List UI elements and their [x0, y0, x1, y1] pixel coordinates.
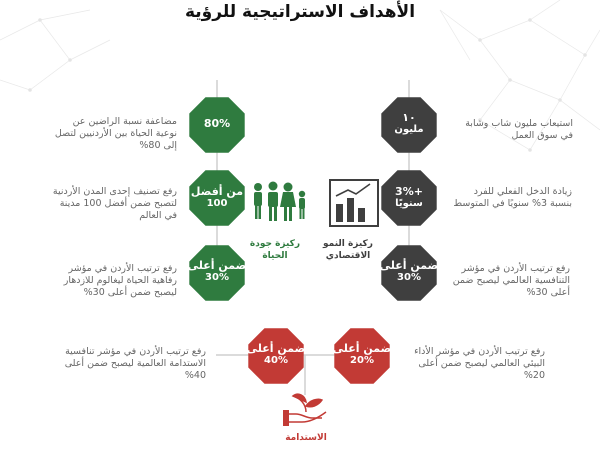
growth-badge-2-label: +3% سنويًا	[395, 185, 423, 209]
hand-plant-icon	[283, 394, 326, 426]
sustain-badge-1-label: ضمن أعلى 20%	[332, 342, 392, 366]
growth-pillar-label: ركيزة النمو الاقتصادي	[323, 239, 373, 261]
quality-goal-1-text: مضاعفة نسبة الراضين عن نوعية الحياة بين الأردنيين لتصل إلى 80%	[54, 116, 177, 151]
growth-badge-1-label: ١٠ مليون	[394, 111, 424, 135]
sustain-pillar-label: الاستدامة	[285, 433, 327, 443]
quality-badge-3-label: ضمن أعلى 30%	[187, 259, 247, 283]
quality-goal-2-text: رفع تصنيف إحدى المدن الأردنية لتصبح ضمن أفضل 100 مدينة في العالم	[52, 186, 177, 221]
quality-pillar-label: ركيزة جودة الحياة	[249, 239, 301, 261]
growth-goal-3-text: رفع ترتيب الأردن في مؤشر التنافسية العالمي ليصبح ضمن أعلى 30%	[452, 263, 570, 298]
quality-badge-2-label: من أفضل 100	[190, 185, 244, 209]
family-icon	[254, 182, 305, 222]
bar-chart-icon	[330, 180, 378, 226]
sustain-goal-1-text: رفع ترتيب الأردن في مؤشر الأداء البيئي العالمي ليصبح ضمن أعلى 20%	[414, 346, 545, 381]
page-title: الأهداف الاستراتيجية للرؤية	[184, 2, 416, 22]
growth-goal-1-text: استيعاب مليون شاب وشابة في سوق العمل	[465, 118, 573, 141]
sustain-badge-2-label: ضمن أعلى 40%	[246, 342, 306, 366]
growth-goal-2-text: زيادة الدخل الفعلي للفرد بنسبة 3% سنويًا في المتوسط	[453, 186, 572, 209]
sustain-goal-2-text: رفع ترتيب الأردن في مؤشر تنافسية الاستدامة العالمية ليصبح ضمن أعلى 40%	[64, 346, 206, 381]
quality-badge-1-label: 80%	[203, 117, 231, 130]
quality-goal-3-text: رفع ترتيب الأردن في مؤشر رفاهية الحياة ليغالوم للازدهار ليصبح ضمن أعلى 30%	[63, 263, 177, 298]
growth-badge-3-label: ضمن أعلى 30%	[379, 259, 439, 283]
